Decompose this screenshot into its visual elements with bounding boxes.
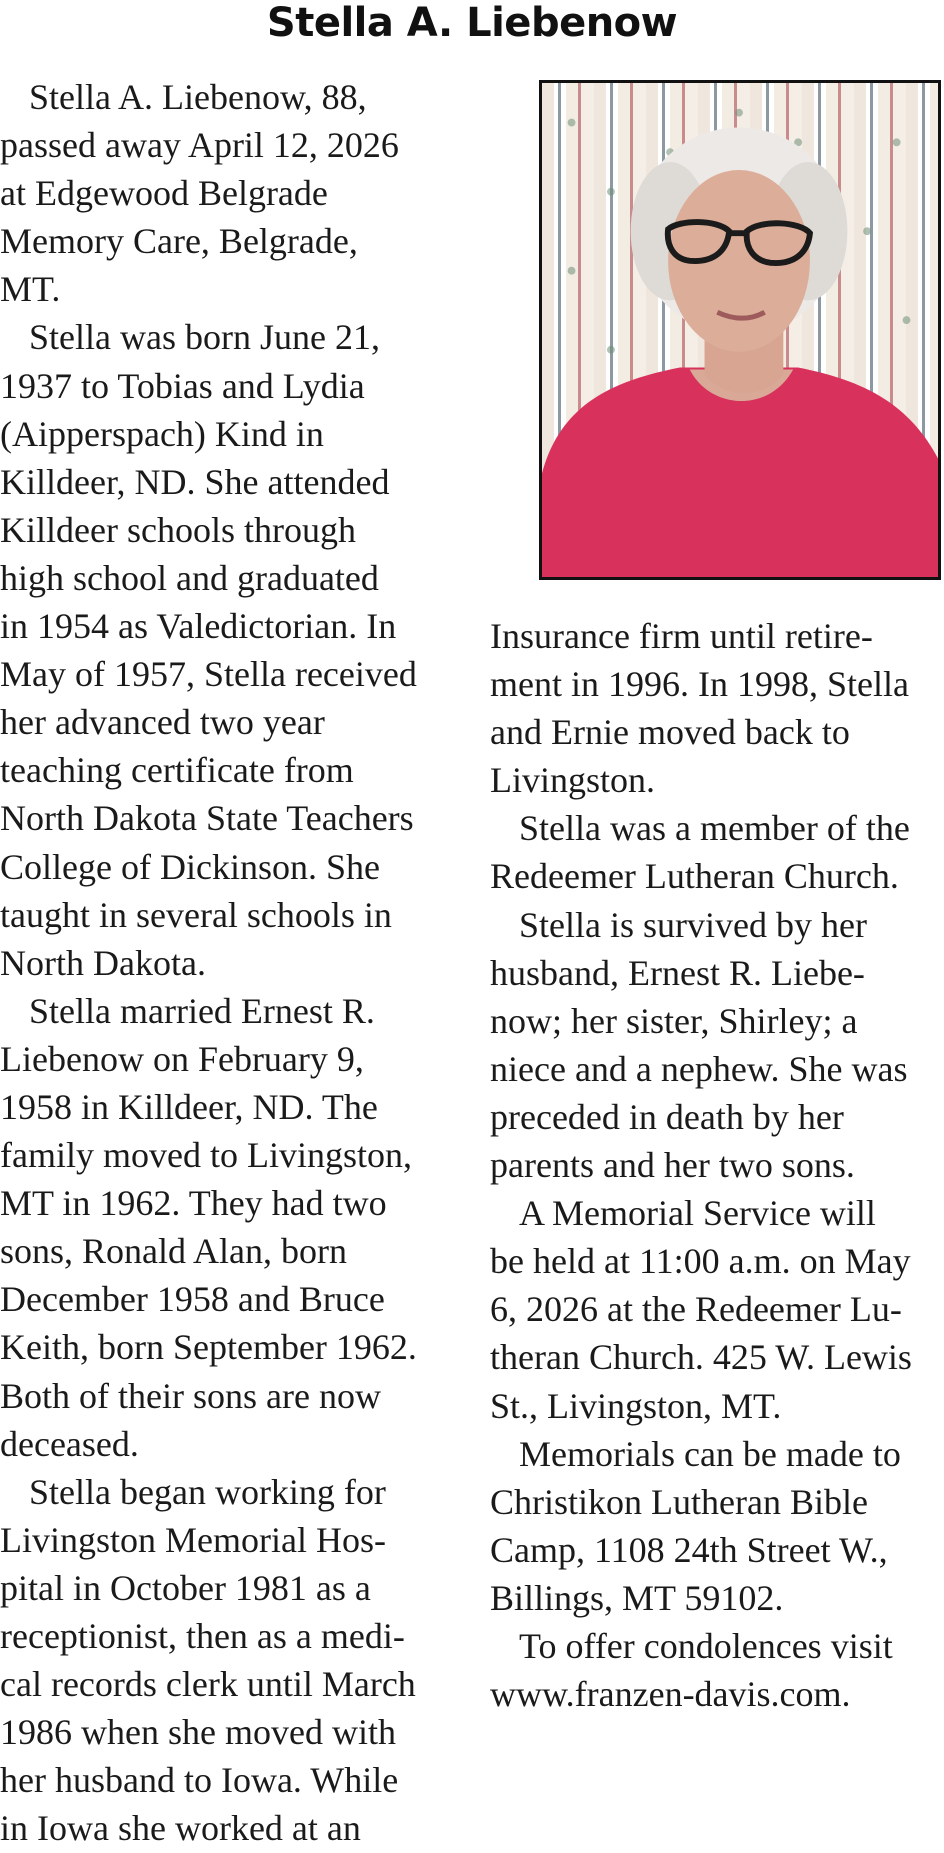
text-line: now; her sister, Shirley; a bbox=[490, 1000, 858, 1041]
text-line: Stella was born June 21, bbox=[29, 317, 380, 358]
text-line: Killdeer schools through bbox=[0, 509, 356, 550]
text-line: taught in several schools in bbox=[0, 894, 392, 935]
text-line: niece and a nephew. She was bbox=[490, 1048, 908, 1089]
text-line: To offer condolences visit bbox=[519, 1625, 893, 1666]
text-line: her husband to Iowa. While bbox=[0, 1760, 399, 1801]
text-line: Both of their sons are now bbox=[0, 1375, 381, 1416]
text-line: A Memorial Service will bbox=[519, 1193, 876, 1234]
text-line: and Ernie moved back to bbox=[490, 712, 850, 753]
text-line: high school and graduated bbox=[0, 557, 379, 598]
text-line: preceded in death by her bbox=[490, 1096, 844, 1137]
text-line: Livingston Memorial Hos- bbox=[0, 1519, 386, 1560]
text-line: Stella is survived by her bbox=[519, 904, 867, 945]
text-line: passed away April 12, 2026 bbox=[0, 125, 399, 166]
text-line: 1937 to Tobias and Lydia bbox=[0, 365, 365, 406]
text-line: Keith, born September 1962. bbox=[0, 1327, 417, 1368]
text-line: deceased. bbox=[0, 1423, 139, 1464]
text-line: teaching certificate from bbox=[0, 750, 354, 791]
text-line: Killdeer, ND. She attended bbox=[0, 461, 390, 502]
text-line: North Dakota. bbox=[0, 942, 206, 983]
text-line: in 1954 as Valedictorian. In bbox=[0, 606, 397, 647]
text-line: 1986 when she moved with bbox=[0, 1712, 396, 1753]
left-column-text bbox=[0, 73, 470, 1852]
text-line: Memorials can be made to bbox=[519, 1433, 901, 1474]
right-column-text bbox=[490, 612, 940, 1718]
text-line: theran Church. 425 W. Lewis bbox=[490, 1337, 912, 1378]
text-line: Memory Care, Belgrade, bbox=[0, 221, 358, 262]
text-line: Stella married Ernest R. bbox=[29, 990, 375, 1031]
text-line: pital in October 1981 as a bbox=[0, 1567, 371, 1608]
text-line: husband, Ernest R. Liebe- bbox=[490, 952, 865, 993]
text-line: 6, 2026 at the Redeemer Lu- bbox=[490, 1289, 902, 1330]
text-line: College of Dickinson. She bbox=[0, 846, 380, 887]
text-line: her advanced two year bbox=[0, 702, 325, 743]
text-line: Insurance firm until retire- bbox=[490, 616, 873, 656]
text-line: St., Livingston, MT. bbox=[490, 1385, 782, 1426]
text-line: receptionist, then as a medi- bbox=[0, 1616, 405, 1656]
text-line: ment in 1996. In 1998, Stella bbox=[490, 664, 909, 705]
text-line: Livingston. bbox=[490, 760, 656, 801]
text-line: family moved to Livingston, bbox=[0, 1135, 412, 1176]
text-line: May of 1957, Stella received bbox=[0, 654, 417, 695]
text-line: Stella began working for bbox=[29, 1471, 386, 1512]
text-line: at Edgewood Belgrade bbox=[0, 173, 328, 214]
text-line: MT. bbox=[0, 269, 61, 310]
page-title: Stella A. Liebenow bbox=[266, 0, 678, 46]
text-line: sons, Ronald Alan, born bbox=[0, 1231, 347, 1272]
text-line: cal records clerk until March bbox=[0, 1664, 416, 1705]
text-line: North Dakota State Teachers bbox=[0, 798, 414, 839]
portrait-photo bbox=[539, 80, 941, 580]
text-line: Christikon Lutheran Bible bbox=[490, 1481, 868, 1522]
text-line: MT in 1962. They had two bbox=[0, 1183, 387, 1224]
text-line: 1958 in Killdeer, ND. The bbox=[0, 1086, 378, 1127]
text-line: in Iowa she worked at an bbox=[0, 1808, 361, 1849]
text-line: (Aipperspach) Kind in bbox=[0, 413, 324, 454]
text-line: Camp, 1108 24th Street W., bbox=[490, 1529, 888, 1570]
text-line: Liebenow on February 9, bbox=[0, 1038, 364, 1079]
text-line: Stella A. Liebenow, 88, bbox=[29, 77, 367, 117]
text-line: parents and her two sons. bbox=[490, 1145, 855, 1186]
text-line: Redeemer Lutheran Church. bbox=[490, 856, 899, 897]
text-line: www.franzen-davis.com. bbox=[490, 1674, 851, 1715]
text-line: Stella was a member of the bbox=[519, 808, 910, 849]
text-line: be held at 11:00 a.m. on May bbox=[490, 1241, 911, 1282]
text-line: December 1958 and Bruce bbox=[0, 1279, 385, 1320]
portrait-photo-icon bbox=[542, 83, 938, 577]
text-line: Billings, MT 59102. bbox=[490, 1577, 784, 1618]
